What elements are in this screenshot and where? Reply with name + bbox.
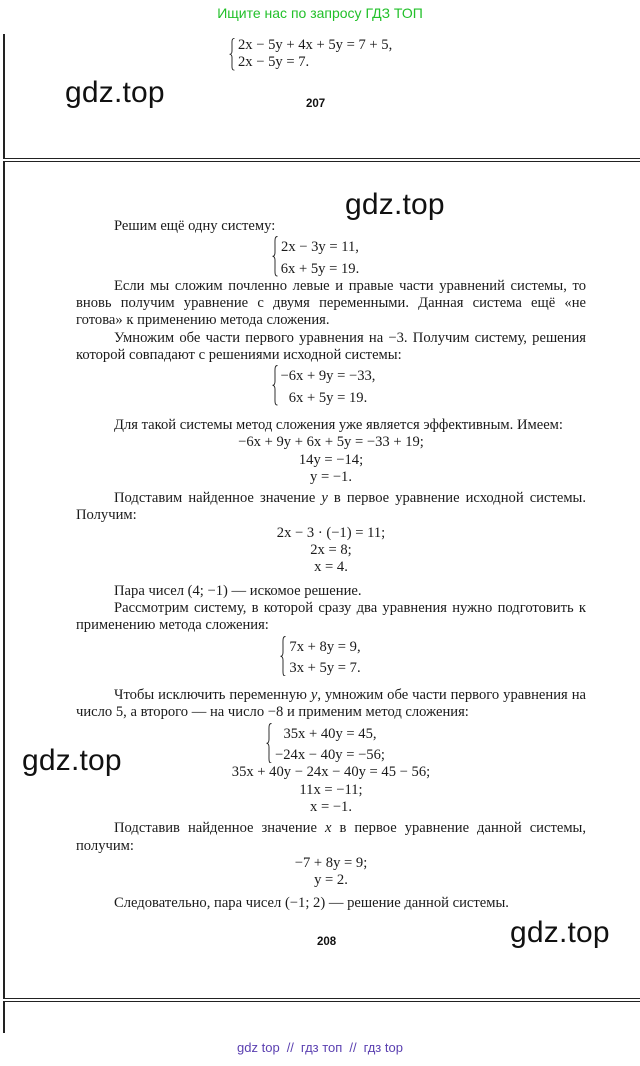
calc-2-line-3: x = 4. bbox=[314, 559, 348, 576]
page-divider-bottom-2 bbox=[3, 1001, 640, 1002]
top-system-eq-1: 2x − 5y + 4x + 5y = 7 + 5, bbox=[238, 37, 393, 53]
calculation-1 bbox=[76, 434, 586, 486]
watermark-4: gdz.top bbox=[510, 916, 610, 949]
page-number-207: 207 bbox=[306, 98, 326, 110]
paragraph-8: Чтобы исключить переменную y, умножим обе части первого уравнения на число 5, а второго — на число −8 и применим метод сложения: bbox=[76, 687, 586, 721]
page-divider-top-2 bbox=[3, 161, 640, 162]
paragraph-10: Следовательно, пара чисел (−1; 2) — решение данной системы. bbox=[114, 895, 509, 912]
system-2 bbox=[273, 364, 376, 407]
system-2-eq-2: 6x + 5y = 19. bbox=[288, 389, 368, 406]
calc-3-line-3: x = −1. bbox=[310, 798, 352, 815]
paragraph-5: Подставим найденное значение y в первое уравнение исходной системы. Получим: bbox=[76, 490, 587, 524]
footer-link-2[interactable]: гдз топ bbox=[300, 1040, 343, 1055]
calc-2-line-1: 2x − 3 · (−1) = 11; bbox=[276, 524, 386, 541]
page-divider-top-1 bbox=[3, 158, 640, 159]
watermark-1: gdz.top bbox=[65, 76, 165, 109]
system-4 bbox=[267, 722, 385, 765]
search-banner: Ищите нас по запросу ГДЗ ТОП bbox=[217, 5, 423, 21]
watermark-3: gdz.top bbox=[22, 744, 122, 777]
page-left-border-main bbox=[3, 161, 5, 999]
footer-separator-2: // bbox=[349, 1040, 357, 1055]
paragraph-3: Умножим обе части первого уравнения на −3. Получим систему, решения которой совпадают с решениями исходной системы: bbox=[76, 329, 586, 364]
paragraph-7: Рассмотрим систему, в которой сразу два уравнения нужно подготовить к применению метода сложения: bbox=[76, 599, 586, 634]
paragraph-2: Если мы сложим почленно левые и правые части уравнений системы, то вновь получим уравнение с двумя переменными. Данная система ещё «не готова» к применению метода сложения. bbox=[76, 277, 586, 329]
page-number-208: 208 bbox=[317, 936, 337, 948]
top-system bbox=[230, 37, 392, 72]
paragraph-1: Решим ещё одну систему: bbox=[114, 218, 276, 234]
system-1-eq-2: 6x + 5y = 19. bbox=[280, 260, 360, 277]
system-1-eq-1: 2x − 3y = 11, bbox=[281, 239, 359, 256]
calc-4-line-2: y = 2. bbox=[314, 872, 348, 889]
paragraph-6: Пара чисел (4; −1) — искомое решение. bbox=[114, 582, 362, 599]
calc-4-line-1: −7 + 8y = 9; bbox=[294, 854, 368, 871]
system-4-eq-2: −24x − 40y = −56; bbox=[275, 747, 385, 764]
system-3-eq-2: 3x + 5y = 7. bbox=[289, 659, 361, 676]
page-208-content bbox=[76, 218, 586, 913]
watermark-2: gdz.top bbox=[345, 188, 445, 221]
paragraph-4: Для такой системы метод сложения уже является эффективным. Имеем: bbox=[114, 416, 563, 433]
calculation-4 bbox=[76, 855, 586, 890]
top-system-eq-2: 2x − 5y = 7. bbox=[238, 54, 310, 71]
calculation-3 bbox=[76, 764, 586, 816]
system-1 bbox=[273, 235, 359, 278]
footer-links bbox=[0, 1040, 640, 1055]
footer-separator-1: // bbox=[286, 1040, 294, 1055]
page-left-border-top bbox=[3, 34, 5, 158]
system-3-eq-1: 7x + 8y = 9, bbox=[289, 638, 361, 655]
footer-link-1[interactable]: gdz top bbox=[237, 1040, 280, 1055]
calc-3-line-1: 35x + 40y − 24x − 40y = 45 − 56; bbox=[231, 764, 431, 781]
system-4-eq-1: 35x + 40y = 45, bbox=[283, 725, 377, 742]
page-divider-bottom-1 bbox=[3, 998, 640, 999]
calc-2-line-2: 2x = 8; bbox=[310, 542, 352, 559]
page-left-border-bottom bbox=[3, 1001, 5, 1033]
calc-1-line-3: y = −1. bbox=[310, 468, 352, 485]
system-3 bbox=[281, 635, 360, 678]
calc-1-line-2: 14y = −14; bbox=[298, 451, 364, 468]
system-2-eq-1: −6x + 9y = −33, bbox=[280, 368, 376, 385]
calculation-2 bbox=[76, 525, 586, 577]
calc-3-line-2: 11x = −11; bbox=[299, 781, 363, 798]
paragraph-9: Подставив найденное значение x в первое уравнение данной системы, получим: bbox=[76, 820, 587, 854]
calc-1-line-1: −6x + 9y + 6x + 5y = −33 + 19; bbox=[238, 434, 424, 451]
footer-link-3[interactable]: гдз top bbox=[363, 1040, 403, 1055]
